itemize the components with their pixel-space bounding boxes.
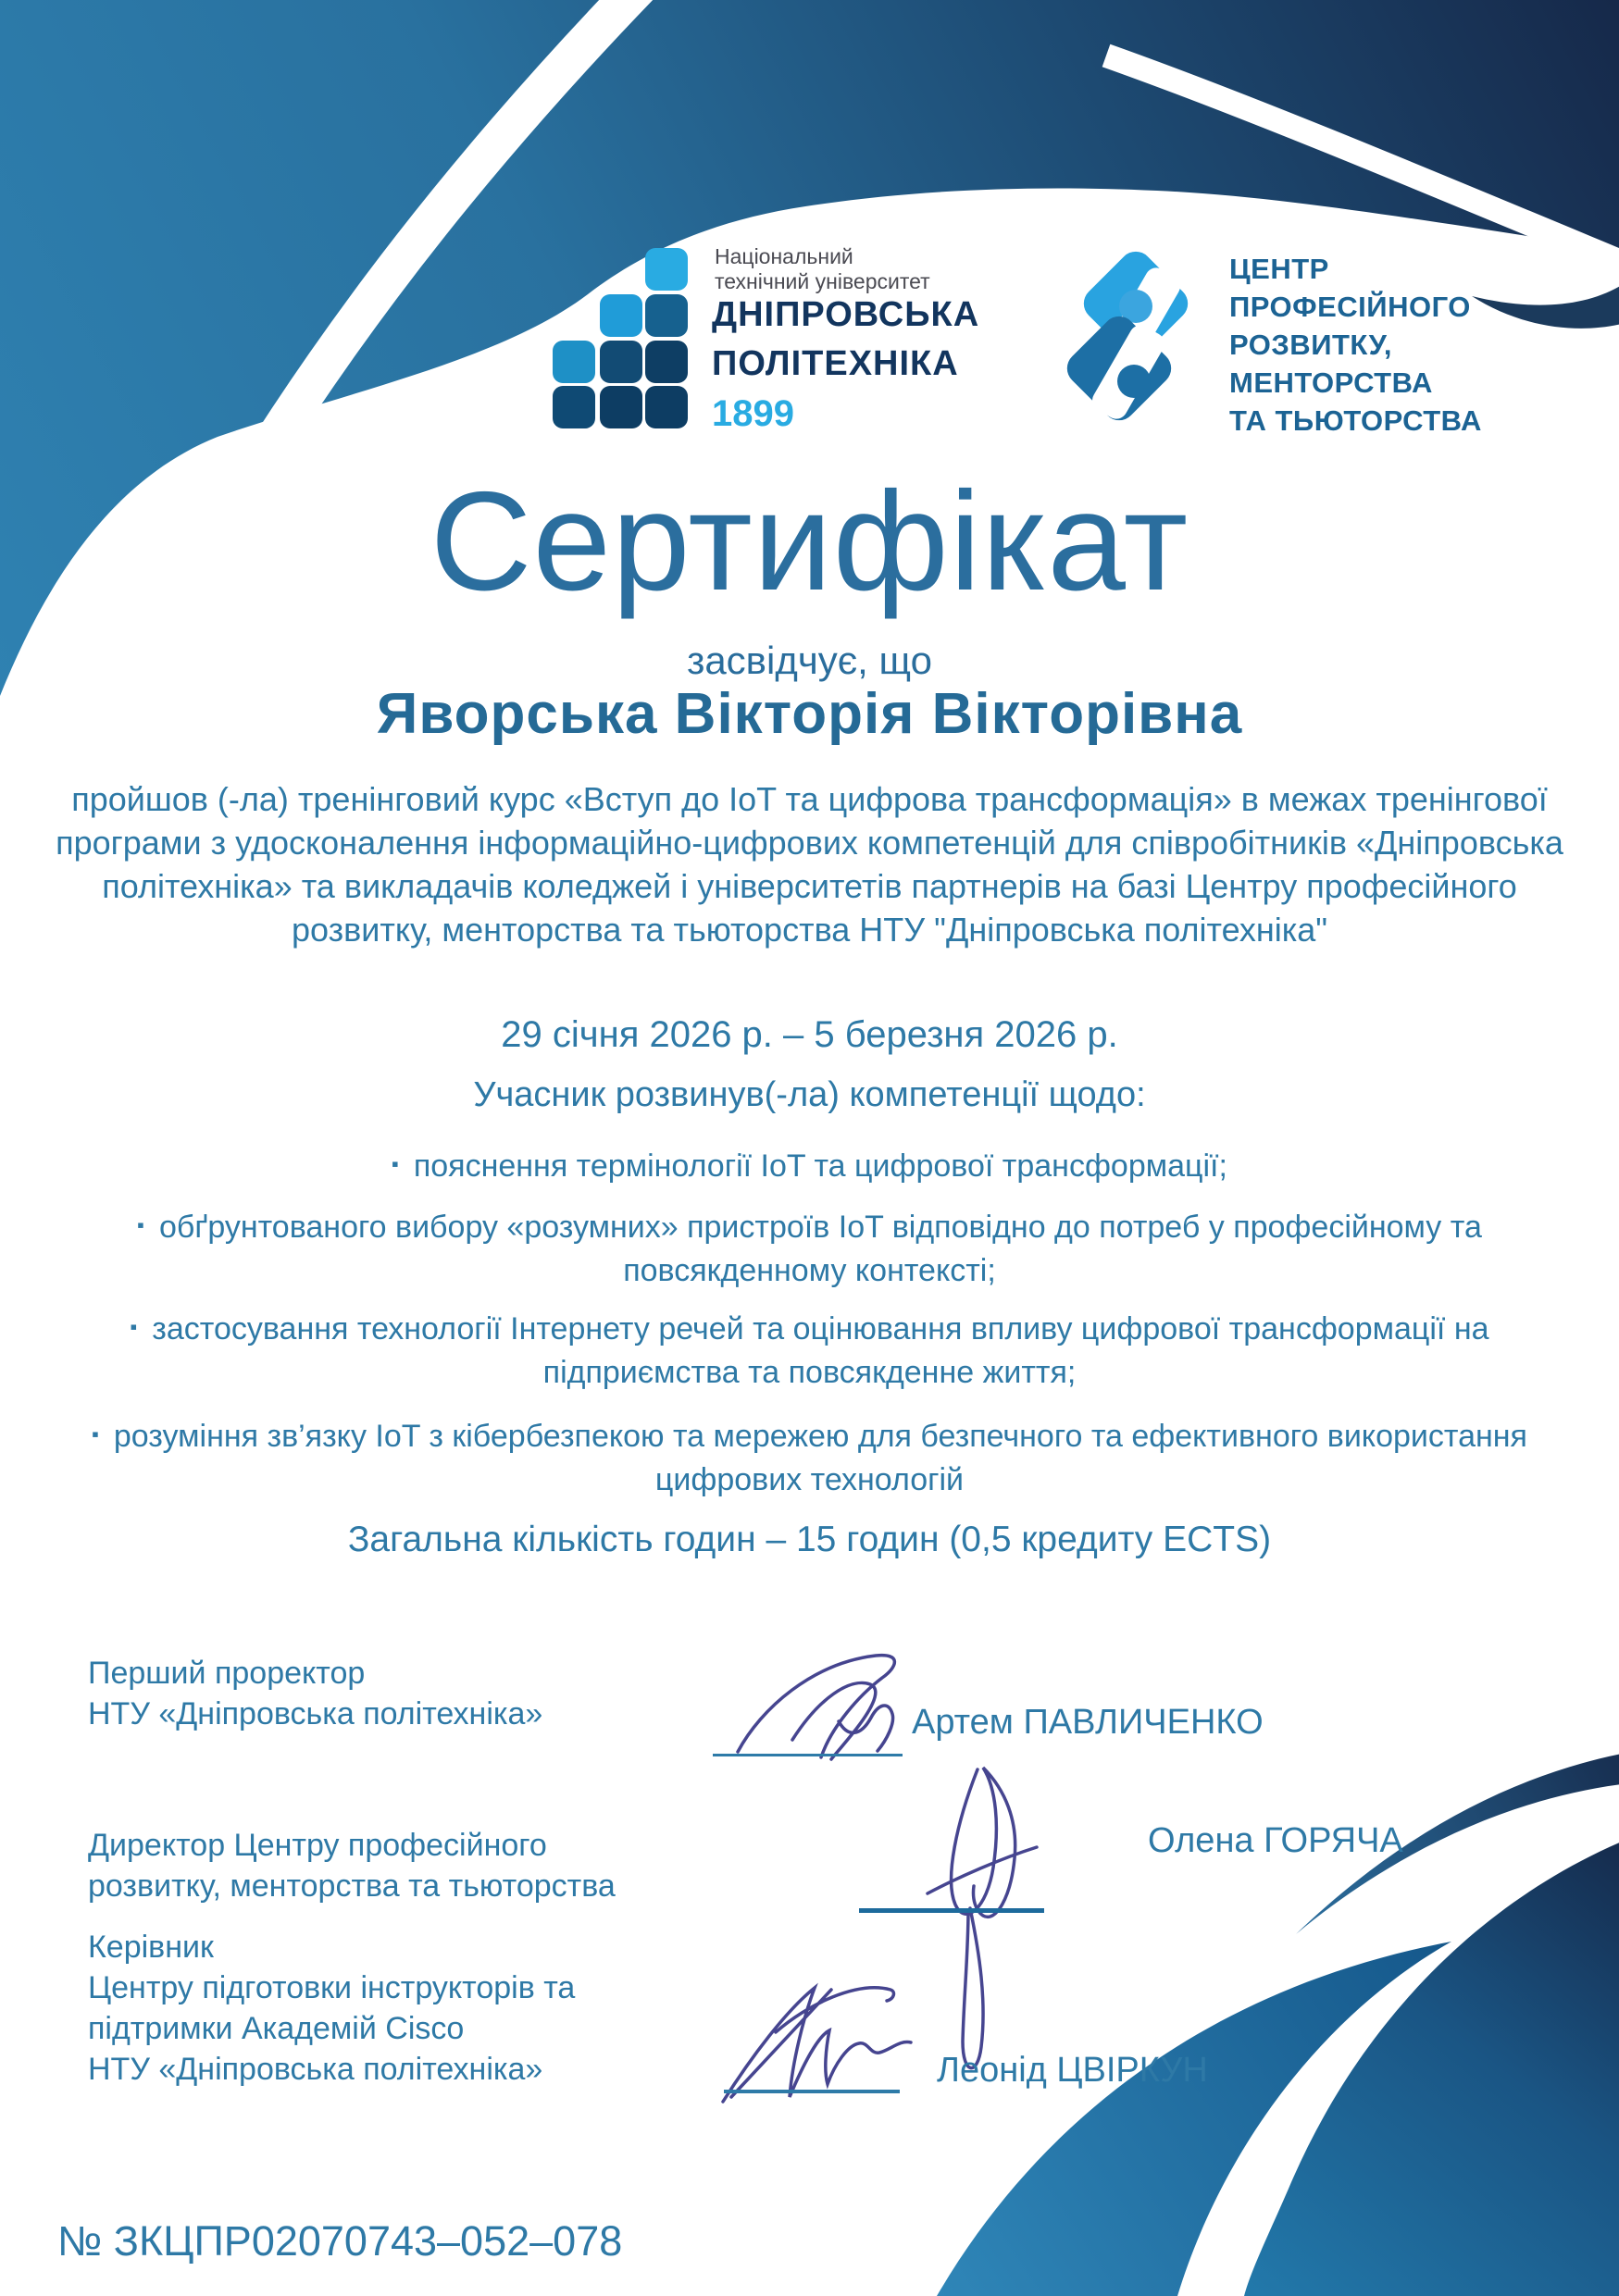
signature-tsvirkun	[723, 1988, 911, 2102]
competency-item	[87, 1203, 1532, 1293]
center-logo-line1: ЦЕНТР	[1229, 253, 1329, 285]
logo-block	[645, 248, 688, 291]
university-name-line2: ПОЛІТЕХНІКА	[712, 344, 959, 383]
recipient-name: Яворська Вікторія Вікторівна	[376, 682, 1243, 746]
signatory-2-name: Олена ГОРЯЧА	[1148, 1821, 1403, 1860]
center-logo-line3: РОЗВИТКУ,	[1229, 329, 1392, 361]
signatory-3-title	[88, 1927, 575, 2090]
bullet-square-icon: ▪	[137, 1213, 144, 1236]
dark-figure-head	[1117, 365, 1151, 398]
university-org-line2: технічний університет	[715, 269, 930, 293]
university-name-line1: ДНІПРОВСЬКА	[712, 295, 980, 334]
signatory-3-title-line2: Центру підготовки інструкторів та	[88, 1970, 576, 2005]
signature-line-3	[724, 2090, 900, 2093]
top-right-sliver	[1472, 285, 1619, 329]
signatory-2-title	[88, 1825, 616, 1906]
signatory-1-name: Артем ПАВЛИЧЕНКО	[912, 1703, 1264, 1742]
logo-block	[600, 294, 642, 337]
university-founding-year: 1899	[712, 393, 794, 434]
signatory-1-title-line1: Перший проректор	[88, 1656, 366, 1691]
signatory-3-title-line4: НТУ «Дніпровська політехніка»	[88, 2052, 543, 2087]
certificate-number: № ЗКЦПР02070743–052–078	[57, 2217, 623, 2265]
university-org-line1: Національний	[715, 244, 853, 268]
total-hours: Загальна кількість годин – 15 годин (0,5 кредиту ECTS)	[347, 1520, 1272, 1559]
signature-line-2	[859, 1908, 1044, 1913]
bullet-square-icon: ▪	[392, 1152, 399, 1175]
competency-text: розуміння зв’язку IoT з кібербезпекою та мережею для безпечного та ефективного використання цифрових технологій	[113, 1419, 1527, 1497]
signature-line-1	[713, 1754, 903, 1756]
competency-text: обґрунтованого вибору «розумних» пристроїв IoT відповідно до потреб у професійному та повсякденному контексті;	[158, 1210, 1482, 1288]
signature-horyacha	[928, 1768, 1037, 2068]
center-logo-line2: ПРОФЕСІЙНОГО	[1229, 291, 1471, 323]
signatory-3-name: Леонід ЦВІРКУН	[937, 2051, 1208, 2090]
competency-item	[87, 1412, 1532, 1502]
competency-item	[87, 1142, 1532, 1188]
competencies-intro: Учасник розвинув(-ла) компетенції щодо:	[473, 1075, 1146, 1114]
logo-block	[645, 386, 688, 428]
signatory-3-title-line3: підтримки Академій Cisco	[88, 2011, 465, 2046]
logo-block	[553, 341, 595, 383]
signatory-3-title-line1: Керівник	[88, 1930, 214, 1965]
course-description: пройшов (-ла) тренінговий курс «Вступ до IoT та цифрова трансформація» в межах тренінгової програми з удосконалення інформаційно-цифрових компетенцій для співробітників «Дніпровська політехніка» та викладачів коледжей і університетів партнерів на базі Центру професійного розвитку, менторства та тьюторства НТУ "Дніпровська політехніка"	[56, 780, 1563, 949]
signatory-2-title-line1: Директор Центру професійного	[88, 1828, 547, 1863]
bullet-square-icon: ▪	[130, 1315, 138, 1338]
center-logo-line4: МЕНТОРСТВА	[1229, 366, 1433, 399]
certificate-subtitle: засвідчує, що	[687, 639, 932, 682]
bullet-square-icon: ▪	[92, 1422, 99, 1446]
course-period: 29 січня 2026 р. – 5 березня 2026 р.	[501, 1014, 1118, 1055]
signatory-1-title-line2: НТУ «Дніпровська політехніка»	[88, 1696, 543, 1731]
university-org-text	[715, 244, 930, 294]
competency-item	[87, 1305, 1532, 1395]
university-logo-blocks	[553, 248, 693, 433]
center-logo-line5: ТА ТЬЮТОРСТВА	[1229, 404, 1482, 437]
competency-text: пояснення термінології IoT та цифрової трансформації;	[413, 1148, 1227, 1184]
signature-pavlychenko	[738, 1656, 894, 1759]
signatory-1-title	[88, 1653, 542, 1734]
logo-block	[600, 341, 642, 383]
center-logo-text	[1229, 250, 1482, 440]
certificate-title: Сертифікат	[430, 463, 1189, 620]
center-logo-icon	[1060, 244, 1194, 427]
logo-block	[645, 294, 688, 337]
logo-block	[645, 341, 688, 383]
competency-text: застосування технології Інтернету речей та оцінювання впливу цифрової трансформації на підприємства та повсякденне життя;	[152, 1311, 1489, 1390]
signatory-2-title-line2: розвитку, менторства та тьюторства	[88, 1868, 616, 1904]
logo-block	[600, 386, 642, 428]
logo-block	[553, 386, 595, 428]
